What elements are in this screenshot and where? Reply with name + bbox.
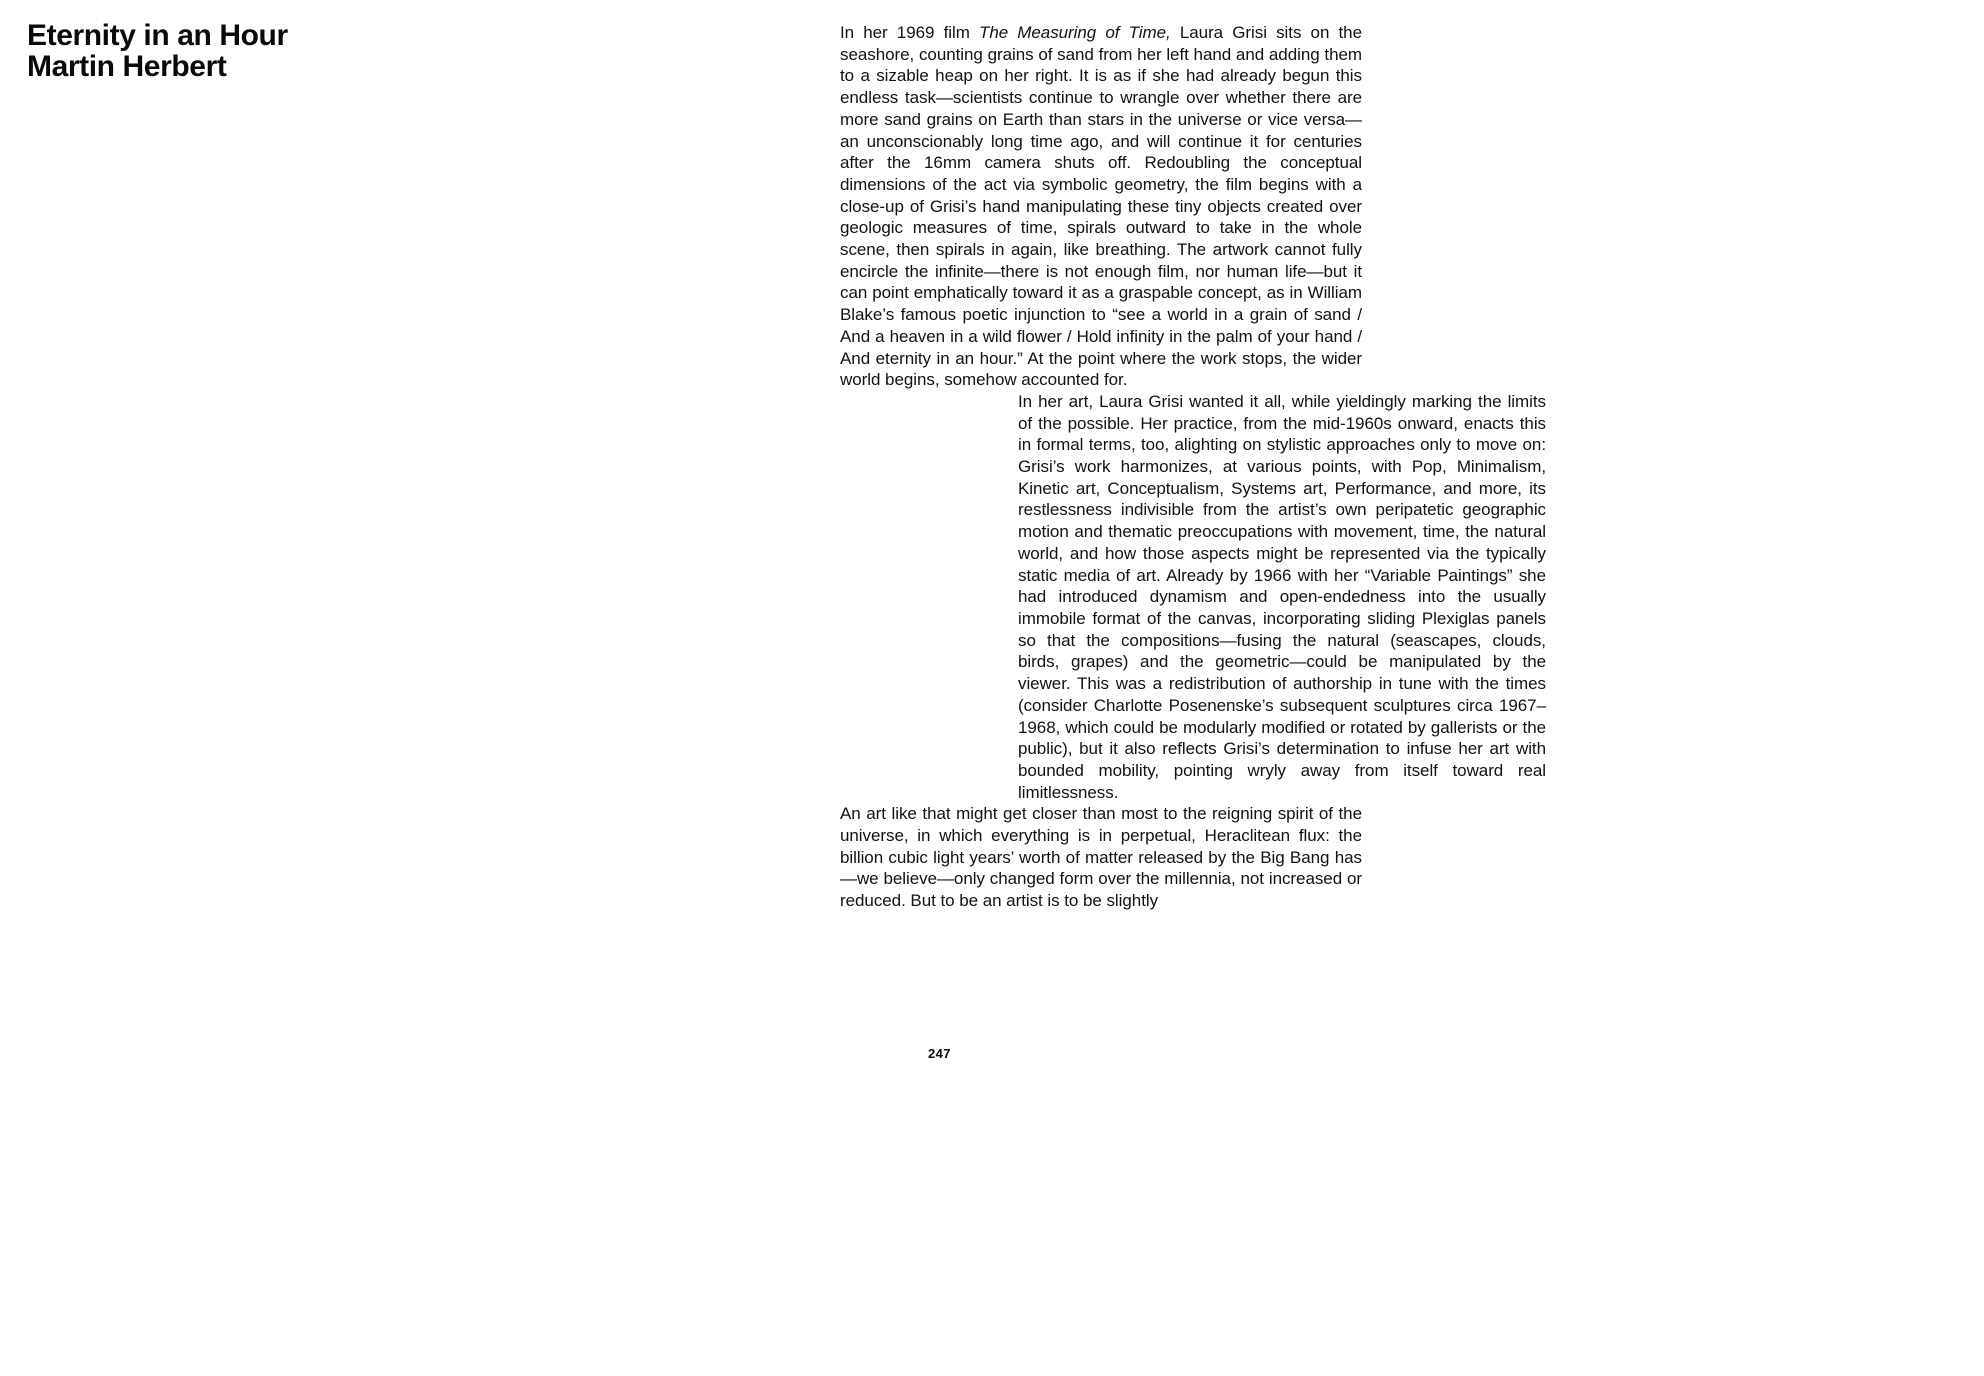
paragraph-1-segment-lead: In her 1969 film	[840, 23, 979, 42]
paragraph-2: In her art, Laura Grisi wanted it all, while yieldingly marking the limits of the possible. Her practice, from the mid-1960s onward, enacts this in formal terms, too, alighting on stylistic approaches only to move on: Grisi’s work harmonizes, at various points, with Pop, Minimalism, Kinetic art, Conceptualism, Systems art, Performance, and more, its restlessness indivisible from the artist’s own peripatetic geographic motion and thematic preoccupations with movement, time, the natural world, and how those aspects might be represented via the typically static media of art. Already by 1966 with her “Variable Paintings” she had introduced dynamism and open-endedness into the usually immobile format of the canvas, incorporating sliding Plexiglas panels so that the compositions—fusing the natural (seascapes, clouds, birds, grapes) and the geometric—could be manipulated by the viewer. This was a redistribution of authorship in tune with the times (consider Charlotte Posenenske’s subsequent sculptures circa 1967–1968, which could be modularly modified or rotated by gallerists or the public), but it also reflects Grisi’s determination to infuse her art with bounded mobility, pointing wryly away from itself toward real limitlessness.	[1018, 391, 1546, 802]
essay-title: Eternity in an Hour	[27, 19, 288, 52]
paragraph-3: An art like that might get closer than most to the reigning spirit of the universe, in which everything is in perpetual, Heraclitean flux: the billion cubic light years’ worth of matter released by the Big Bang has—we believe—only changed form over the millennia, not increased or reduced. But to be an artist is to be slightly	[840, 804, 1362, 911]
paragraph-1-segment-body: Laura Grisi sits on the seashore, counting grains of sand from her left hand and adding them to a sizable heap on her right. It is as if she had already begun this endless task—scientists continue to wrangle over whether there are more sand grains on Earth than stars in the universe or vice versa—an unconscionably long time ago, and will continue it for centuries after the 16mm camera shuts off. Redoubling the conceptual dimensions of the act via symbolic geometry, the film begins with a close-up of Grisi’s hand manipulating these tiny objects created over geologic measures of time, spirals outward to take in the whole scene, then spirals in again, like breathing. The artwork cannot fully encircle the infinite—there is not enough film, nor human life—but it can point emphatically toward it as a graspable concept, as in William Blake’s famous poetic injunction to “see a world in a grain of sand / And a heaven in a wild flower / Hold infinity in the palm of your hand / And eternity in an hour.” At the point where the work stops, the wider world begins, somehow accounted for.	[840, 23, 1362, 390]
essay-title-block	[27, 20, 288, 82]
essay-body	[840, 22, 1546, 912]
page-number: 247	[928, 1046, 951, 1061]
film-title-italic: The Measuring of Time,	[978, 23, 1171, 42]
essay-author: Martin Herbert	[27, 50, 227, 83]
paragraph-1	[840, 22, 1362, 391]
